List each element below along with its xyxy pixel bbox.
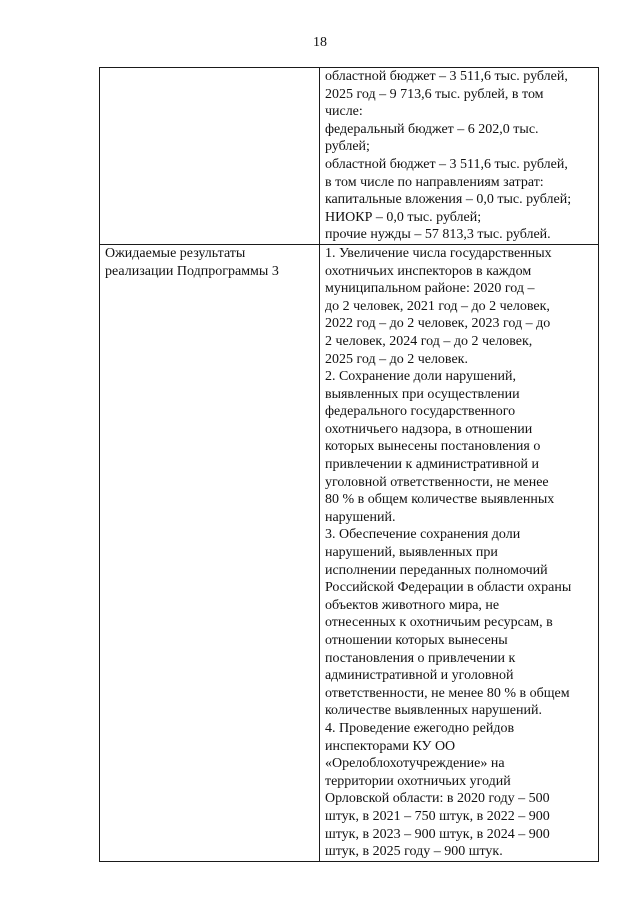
- text-line: охотничьих инспекторов в каждом: [324, 263, 532, 279]
- text-line: инспекторами КУ ОО: [324, 738, 456, 754]
- text-line: нарушений.: [324, 509, 396, 525]
- text-line: территории охотничьих угодий: [324, 773, 511, 789]
- text-line: 2 человек, 2024 год – до 2 человек,: [324, 333, 533, 349]
- text-line: штук, в 2021 – 750 штук, в 2022 – 900: [324, 808, 550, 824]
- text-line: прочие нужды – 57 813,3 тыс. рублей.: [324, 227, 551, 243]
- text-line: федерального государственного: [324, 404, 516, 420]
- table-row-expected-results: [100, 244, 599, 861]
- text-line: выявленных при осуществлении: [324, 386, 520, 402]
- text-line: 2025 год – 9 713,6 тыс. рублей, в том: [324, 86, 544, 102]
- text-line: реализации Подпрограммы 3: [105, 263, 279, 279]
- text-line: уголовной ответственности, не менее: [324, 474, 549, 490]
- text-line: НИОКР – 0,0 тыс. рублей;: [324, 209, 482, 225]
- text-line: 3. Обеспечение сохранения доли: [324, 527, 521, 543]
- text-line: 1. Увеличение числа государственных: [324, 245, 552, 261]
- text-line: до 2 человек, 2021 год – до 2 человек,: [324, 298, 550, 314]
- text-line: федеральный бюджет – 6 202,0 тыс.: [324, 121, 539, 137]
- text-line: 80 % в общем количестве выявленных: [324, 492, 555, 508]
- text-line: количестве выявленных нарушений.: [324, 703, 542, 719]
- text-line: штук, в 2025 году – 900 штук.: [324, 844, 503, 860]
- text-line: 2022 год – до 2 человек, 2023 год – до: [324, 316, 551, 332]
- text-line: 4. Проведение ежегодно рейдов: [324, 720, 515, 736]
- text-line: рублей;: [324, 139, 370, 155]
- text-line: охотничьего надзора, в отношении: [324, 421, 533, 437]
- text-line: штук, в 2023 – 900 штук, в 2024 – 900: [324, 826, 550, 842]
- text-line: капитальные вложения – 0,0 тыс. рублей;: [324, 192, 572, 208]
- text-line: нарушений, выявленных при: [324, 545, 498, 561]
- text-line: областной бюджет – 3 511,6 тыс. рублей,: [324, 156, 568, 172]
- text-line: административной и уголовной: [324, 668, 514, 684]
- text-line: Ожидаемые результаты: [105, 245, 246, 261]
- text-line: отнесенных к охотничьим ресурсам, в: [324, 615, 553, 631]
- text-line: «Орелоблохотучреждение» на: [324, 756, 505, 772]
- text-line: областной бюджет – 3 511,6 тыс. рублей,: [324, 69, 568, 84]
- text-line: Российской Федерации в области охраны: [324, 580, 572, 596]
- text-line: Орловской области: в 2020 году – 500: [324, 791, 550, 807]
- text-line: 2025 год – до 2 человек.: [324, 351, 468, 367]
- text-line: ответственности, не менее 80 % в общем: [324, 685, 570, 701]
- text-line: в том числе по направлениям затрат:: [324, 174, 544, 190]
- text-line: объектов животного мира, не: [324, 597, 500, 613]
- table-row-funding: [100, 68, 599, 245]
- label-cell-expected-results: [100, 244, 320, 861]
- content-cell-expected-results: [319, 244, 598, 861]
- passport-table: [99, 67, 599, 862]
- content-cell-funding: [319, 68, 598, 245]
- text-line: муниципальном районе: 2020 год –: [324, 281, 535, 297]
- label-cell-funding: [100, 68, 320, 245]
- text-line: 2. Сохранение доли нарушений,: [324, 369, 516, 385]
- text-line: которых вынесены постановления о: [324, 439, 541, 455]
- text-line: отношении которых вынесены: [324, 633, 508, 648]
- text-line: исполнении переданных полномочий: [324, 562, 548, 578]
- text-line: постановления о привлечении к: [324, 650, 516, 666]
- text-line: привлечении к административной и: [324, 457, 539, 473]
- text-line: числе:: [324, 104, 363, 120]
- page-number: 18: [313, 35, 327, 50]
